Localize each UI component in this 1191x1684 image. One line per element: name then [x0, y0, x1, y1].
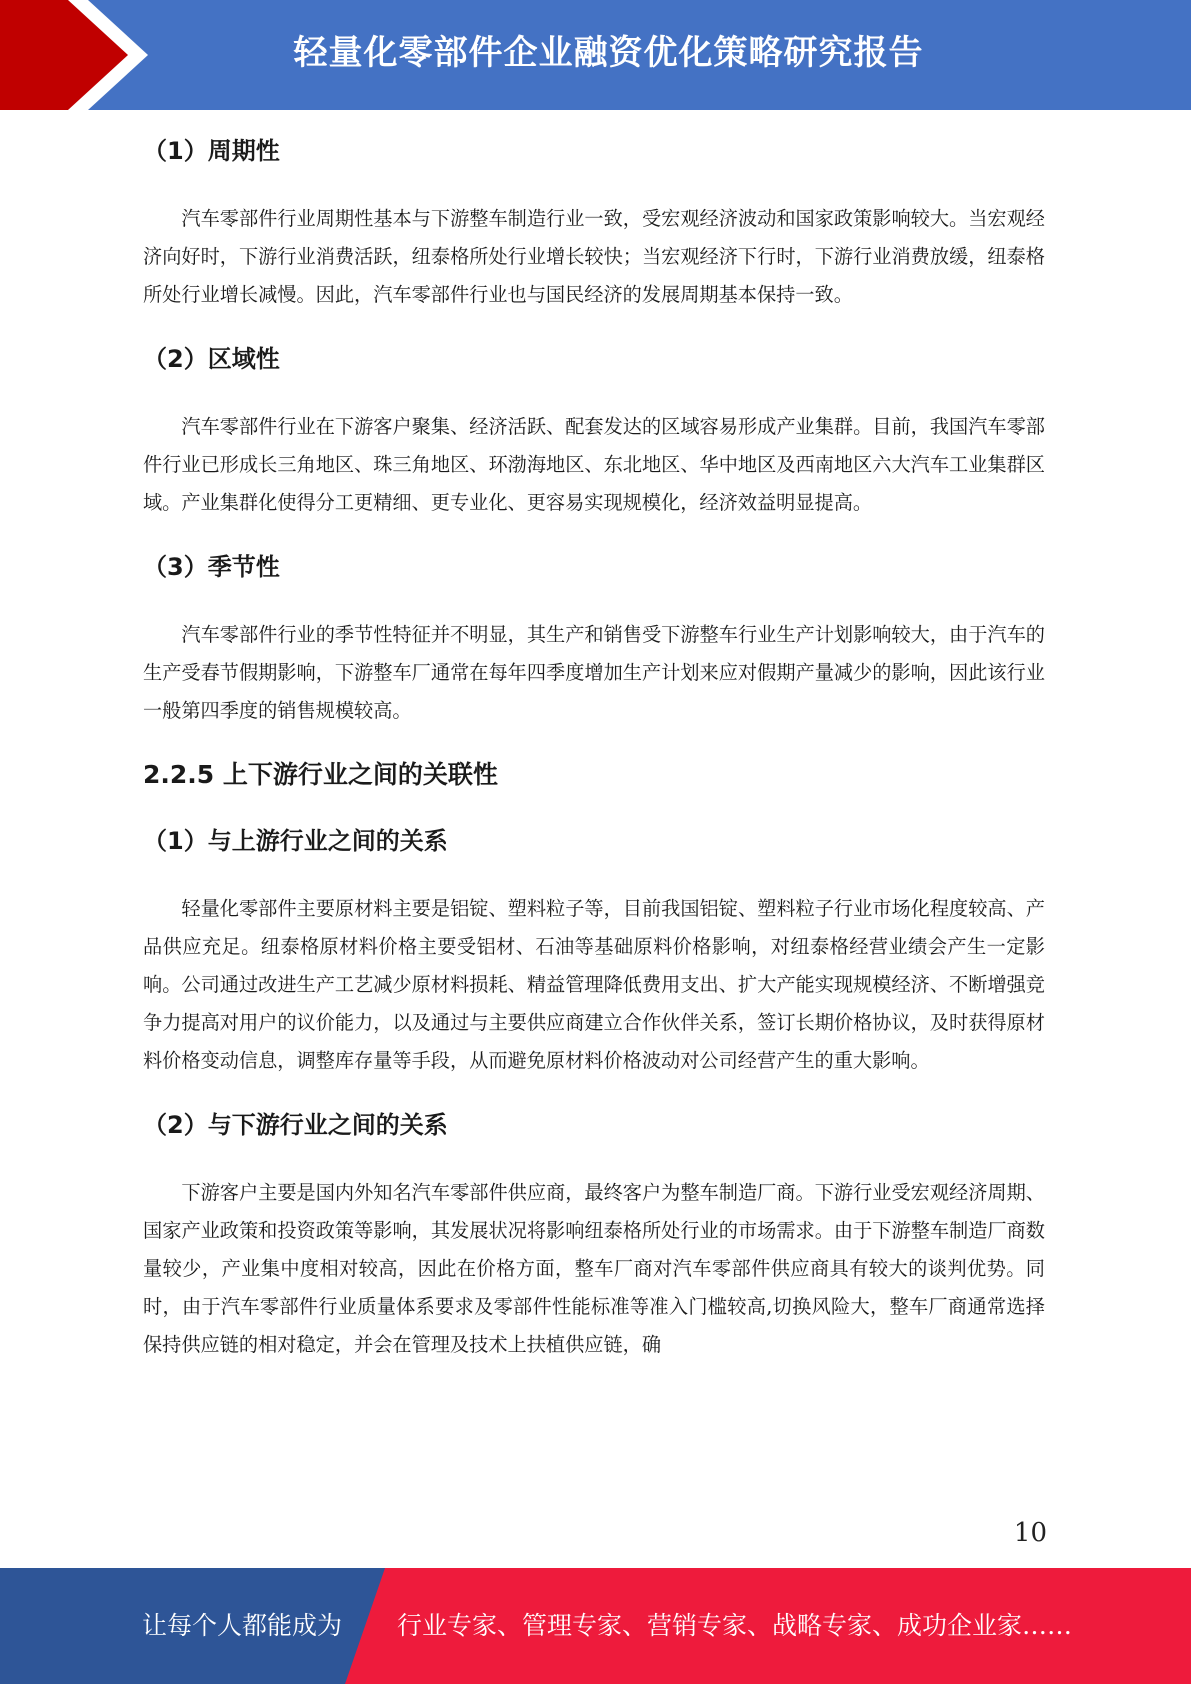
- paragraph-cyclicity: 汽车零部件行业周期性基本与下游整车制造行业一致，受宏观经济波动和国家政策影响较大。当宏观经济向好时，下游行业消费活跃，纽泰格所处行业增长较快；当宏观经济下行时，下游行业消费放缓，纽泰格所处行业增长减慢。因此，汽车零部件行业也与国民经济的发展周期基本保持一致。: [143, 207, 1045, 306]
- paragraph-regional: 汽车零部件行业在下游客户聚集、经济活跃、配套发达的区域容易形成产业集群。目前，我国汽车零部件行业已形成长三角地区、珠三角地区、环渤海地区、东北地区、华中地区及西南地区六大汽车工业集群区域。产业集群化使得分工更精细、更专业化、更容易实现规模化，经济效益明显提高。: [143, 415, 1045, 514]
- heading-downstream: （2）与下游行业之间的关系: [143, 1111, 448, 1139]
- page-header: [0, 0, 1191, 110]
- heading-seasonal: （3）季节性: [143, 553, 280, 581]
- document-title: 轻量化零部件企业融资优化策略研究报告: [293, 33, 924, 73]
- heading-upstream: （1）与上游行业之间的关系: [143, 827, 448, 855]
- footer-slogan-right: 行业专家、管理专家、营销专家、战略专家、成功企业家……: [397, 1611, 1073, 1640]
- paragraph-seasonal: 汽车零部件行业的季节性特征并不明显，其生产和销售受下游整车行业生产计划影响较大，由于汽车的生产受春节假期影响，下游整车厂通常在每年四季度增加生产计划来应对假期产量减少的影响，因此该行业一般第四季度的销售规模较高。: [143, 623, 1045, 722]
- page-number: 10: [1013, 1518, 1047, 1548]
- main-content: [143, 118, 1045, 1376]
- page-footer: [0, 1568, 1191, 1684]
- footer-slogan-left: 让每个人都能成为: [142, 1611, 343, 1640]
- heading-regional: （2）区域性: [143, 345, 280, 373]
- paragraph-upstream: 轻量化零部件主要原材料主要是铝锭、塑料粒子等，目前我国铝锭、塑料粒子行业市场化程度较高、产品供应充足。纽泰格原材料价格主要受铝材、石油等基础原料价格影响，对纽泰格经营业绩会产生一定影响。公司通过改进生产工艺减少原材料损耗、精益管理降低费用支出、扩大产能实现规模经济、不断增强竞争力提高对用户的议价能力，以及通过与主要供应商建立合作伙伴关系，签订长期价格协议，及时获得原材料价格变动信息，调整库存量等手段，从而避免原材料价格波动对公司经营产生的重大影响。: [143, 897, 1045, 1072]
- heading-cyclicity: （1）周期性: [143, 137, 280, 165]
- section-heading: 2.2.5 上下游行业之间的关联性: [143, 760, 498, 789]
- paragraph-downstream: 下游客户主要是国内外知名汽车零部件供应商，最终客户为整车制造厂商。下游行业受宏观经济周期、国家产业政策和投资政策等影响，其发展状况将影响纽泰格所处行业的市场需求。由于下游整车制造厂商数量较少，产业集中度相对较高，因此在价格方面，整车厂商对汽车零部件供应商具有较大的谈判优势。同时，由于汽车零部件行业质量体系要求及零部件性能标准等准入门槛较高,切换风险大，整车厂商通常选择保持供应链的相对稳定，并会在管理及技术上扶植供应链，确: [143, 1181, 1045, 1356]
